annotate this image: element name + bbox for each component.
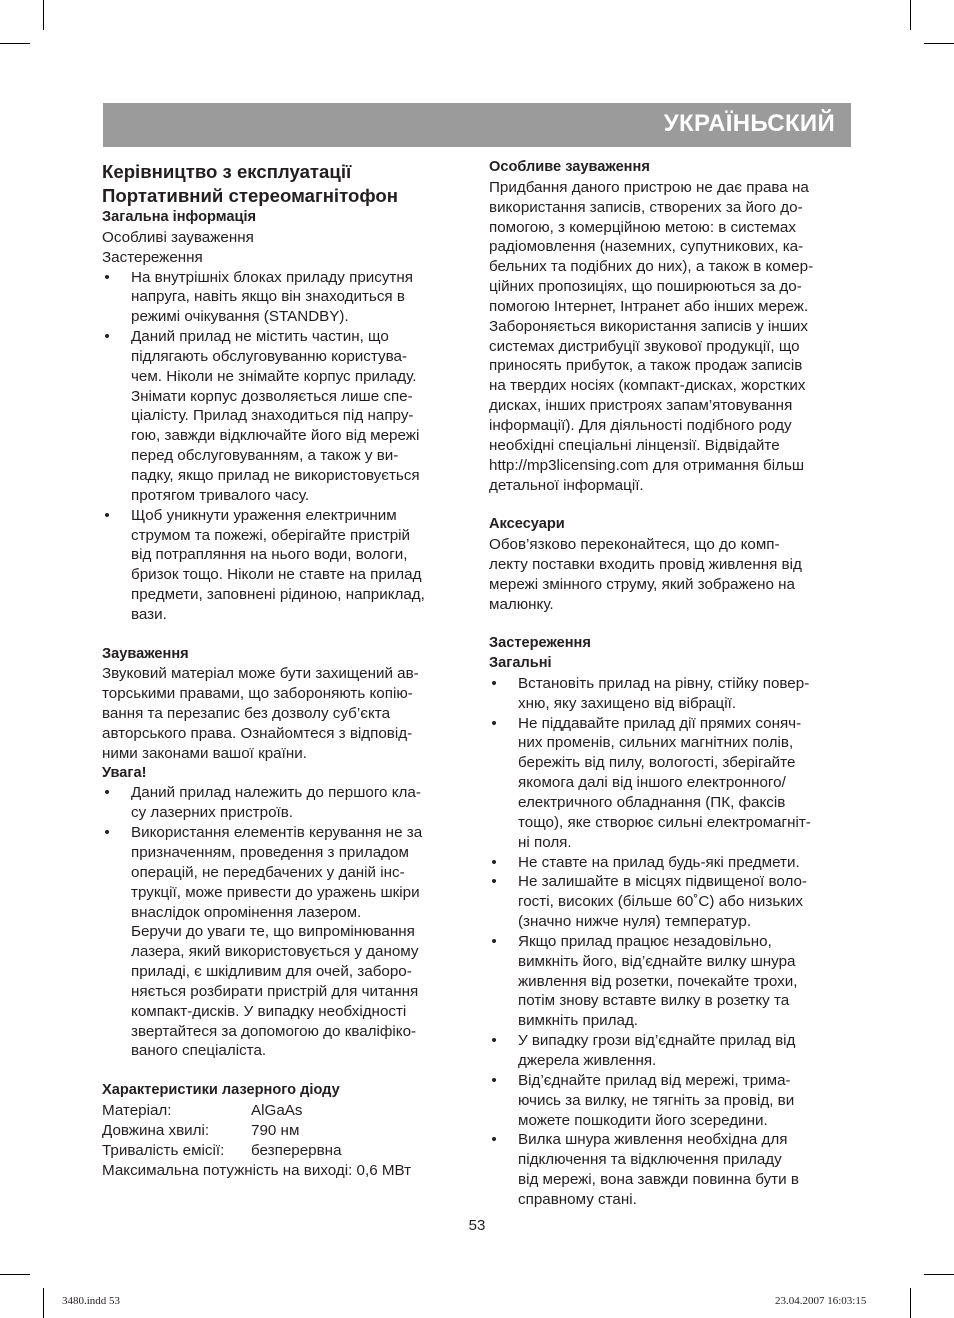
crop-mark [43,1288,44,1318]
bullet-icon: • [104,268,110,286]
list-item: • Не залишайте в місцях підвищеної воло- гості, високих (більше 60˚С) або низьких (значно нижче нуля) температур. [489,872,853,932]
general-subheading: Загальні [489,655,552,672]
list-item: • Якщо прилад працює незадовільно, вимкніть його, від’єднайте вилку шнура живлення від розетки, почекайте трохи, потім знову вставте вилку в розетку та вимкніть прилад. [489,932,853,1031]
crop-mark [924,43,954,44]
list-item: • У випадку грози від’єднайте прилад від джерела живлення. [489,1031,853,1071]
product-title: Портативний стереомагнітофон [102,185,398,206]
list-item: • Використання елементів керування не за призначенням, проведення з приладом операцій, не передбачених у даній інс- трукції, може привести до уражень шкіри внаслідок опромінення лазером. Беручи до уваги те, що випромінювання лазера, який використовується у даному приладі, є шкідливим для очей, заборо- няється розбирати пристрій для читання компакт-дисків. У випадку необхідності звертайтеся за допомогою до кваліфіко- ваного спеціаліста. [102,823,470,1061]
crop-mark [0,1274,30,1275]
manual-title: Керівництво з експлуатації [102,161,352,182]
list-item: • Встановіть прилад на рівну, стійку повер- хню, яку захищено від вібрації. [489,674,853,714]
bullet-icon: • [104,784,110,802]
left-column [102,158,470,1180]
accessories-text: Обов’язково переконайтеся, що до комп- лекту поставки входить провід живлення від мережі змінного струму, який зображено на малюнку. [489,536,802,613]
general-info-heading: Загальна інформація [102,209,257,225]
bullet-icon: • [491,932,497,950]
right-column [489,158,853,1210]
laser-specs-heading: Характеристики лазерного діоду [102,1082,340,1099]
list-item: • Даний прилад належить до першого кла- су лазерних пристроїв. [102,783,470,823]
crop-mark [43,0,44,30]
remark-heading: Зауваження [102,645,189,662]
special-note-text: Придбання даного пристрою не дає права на використання записів, створених за його до- помогою, з комерційною метою: в системах радіомовлення (наземних, супутникових, ка- бельних та подібних до них), а також в комер- ційних пропозиціях, що поширюються за до- помогою Інтернет, Інтранет або інших мереж. Забороняється використання записів у інших системах дистрибуції звукової продукції, що приносять прибуток, а також продаж записів на твердих носіях (компакт-дисках, жорстких дисках, інших пристроях запам’ятовування інформації). Для діяльності подібного роду необхідні спеціальні лінцензії. Відвідайте http://mp3licensing.com для отримання більш детальної інформації. [489,178,814,494]
laser-bullet-list [102,783,470,1061]
timestamp-slug: 23.04.2007 16:03:15 [775,1295,867,1307]
spec-row: Матеріал: AlGaAs [102,1101,303,1119]
remark-text: Звуковий матеріал може бути захищений ав- торськими правами, що забороняють копію- вання та перезапис без дозволу суб’єкта авторського права. Ознайомтеся з відповід- ними законами вашої країни. [102,665,419,762]
special-note-heading: Особливе зауваження [489,159,650,175]
list-item: • Щоб уникнути ураження електричним струмом та пожежі, оберігайте пристрій від потрапляння на нього води, вологи, бризок тощо. Ніколи не ставте на прилад предмети, заповнені рідиною, наприклад, вази. [102,506,470,625]
spec-row: Тривалість емісії: безперервна [102,1141,342,1159]
warnings-line: Застереження [102,248,203,266]
safety-bullet-list [102,268,470,625]
list-item: • Від’єднайте прилад від мережі, трима- ючись за вилку, не тягніть за провід, ви можете пошкодити його зсередини. [489,1071,853,1131]
bullet-icon: • [491,1032,497,1050]
crop-mark [910,0,911,30]
crop-mark [910,1288,911,1318]
list-item: • Вилка шнура живлення необхідна для підключення та відключення приладу від мережі, вона завжди повинна бути в справному стані. [489,1130,853,1209]
list-item: • На внутрішніх блоках приладу присутня напруга, навіть якщо він знаходиться в режимі очікування (STANDBY). [102,268,470,328]
crop-mark [924,1274,954,1275]
bullet-icon: • [104,824,110,842]
language-header-bar [103,103,851,147]
bullet-icon: • [491,1071,497,1089]
list-item: • Даний прилад не містить частин, що підлягають обслуговуванню користува- чем. Ніколи не знімайте корпус приладу. Знімати корпус дозволяється лише спе- ціалісту. Прилад знаходиться під напру- гою, завжди відключайте його від мережі перед обслуговуванням, а також у ви- падку, якщо прилад не використовується протягом тривалого часу. [102,327,470,506]
bullet-icon: • [491,714,497,732]
attention-heading: Увага! [102,764,147,781]
bullet-icon: • [491,1131,497,1149]
accessories-heading: Аксесуари [489,516,565,533]
caution-bullet-list [489,674,853,1210]
special-notes-line: Особливі зауваження [102,228,254,246]
max-power-line: Максимальна потужність на виході: 0,6 МВт [102,1161,412,1179]
language-label: УКРАЇНЬСКИЙ [663,110,835,137]
bullet-icon: • [104,328,110,346]
list-item: • Не ставте на прилад будь-які предмети. [489,853,853,873]
spec-row: Довжина хвилі: 790 нм [102,1121,300,1139]
crop-mark [0,43,30,44]
bullet-icon: • [491,853,497,871]
bullet-icon: • [104,506,110,524]
bullet-icon: • [491,873,497,891]
file-slug: 3480.indd 53 [62,1295,121,1307]
page-number: 53 [468,1217,486,1234]
list-item: • Не піддавайте прилад дії прямих соняч- них променів, сильних магнітних полів, бережіть від пилу, вологості, зберігайте якомога далі від іншого електронного/ електричного обладнання (ПК, факсів тощо), яке створює сильні електромагніт- ні поля. [489,714,853,853]
bullet-icon: • [491,674,497,692]
caution-heading: Застереження [489,635,591,652]
